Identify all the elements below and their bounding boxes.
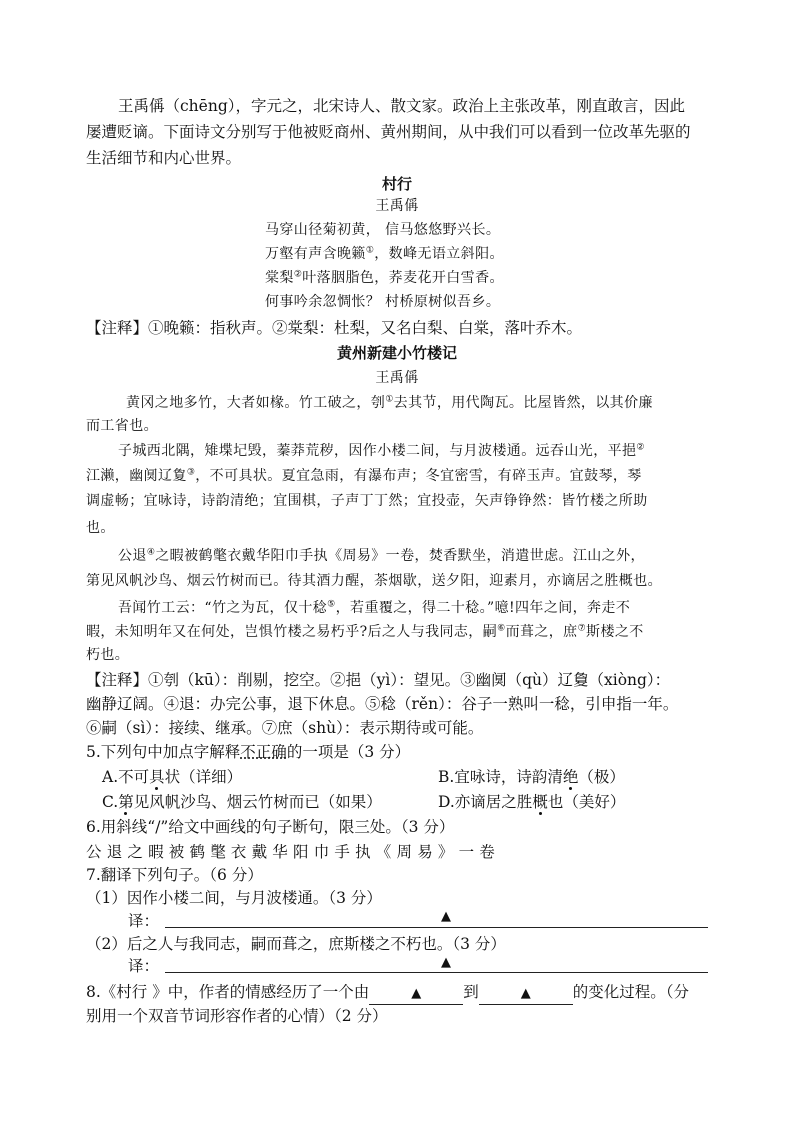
poem-line-3: 棠梨②叶落胭脂色，荞麦花开白雪香。 [265, 269, 504, 286]
q7-answer-1-mark: ▲ [441, 909, 451, 924]
essay-p4-line-1: 吾闻竹工云：“竹之为瓦，仅十稔⑤，若重覆之，得二十稔。”噫!四年之间，奔走不 [118, 599, 631, 616]
q8-line-2: 别用一个双音节词形容作者的心情）（2 分） [86, 1007, 388, 1025]
q8-blank-1[interactable]: ▲ [369, 982, 463, 1005]
intro-line-3: 生活细节和内心世界。 [86, 149, 242, 167]
essay-note-line-3: ⑥嗣（sì）：接续、继承。⑦庶（shù）：表示期待或可能。 [86, 719, 484, 737]
q7-sentence-1: （1）因作小楼二间，与月波楼通。（3 分） [86, 889, 382, 907]
essay-p1-line-2: 而工省也。 [86, 418, 158, 434]
q5-option-a: A.不可具状（详细） [102, 768, 243, 786]
essay-p3-line-1: 公退④之暇被鹤氅衣戴华阳巾手执《周易》一卷，焚香默坐，消遣世虑。江山之外， [118, 547, 645, 564]
q7-answer-2-label: 译： [128, 957, 160, 975]
poem-line-1: 马穿山径菊初黄， 信马悠悠野兴长。 [265, 222, 501, 238]
q7-sentence-2: （2）后之人与我同志，嗣而葺之，庶斯楼之不朽也。（3 分） [86, 935, 506, 953]
essay-author: 王禹偁 [375, 370, 419, 386]
essay-p1-line-1: 黄冈之地多竹，大者如椽。竹工破之，刳①去其节，用代陶瓦。比屋皆然，以其价廉 [126, 394, 653, 411]
essay-p2-line-2: 江濑，幽阒辽夐③，不可具状。夏宜急雨，有瀑布声；冬宜密雪，有碎玉声。宜鼓琴，琴 [86, 467, 642, 484]
essay-title: 黄州新建小竹楼记 [336, 344, 457, 362]
q8-blank-2[interactable]: ▲ [479, 982, 573, 1005]
intro-line-1: 王禹偁（chēng），字元之，北宋诗人、散文家。政治上主张改革，刚直敢言，因此 [118, 97, 685, 115]
q6-sentence: 公退之暇被鹤氅衣戴华阳巾手执《周易》一卷 [86, 843, 501, 861]
q7-answer-1-label: 译： [128, 912, 160, 930]
essay-p2-line-1: 子城西北隅，雉堞圮毁，蓁莽荒秽，因作小楼二间，与月波楼通。远吞山光，平挹② [118, 442, 645, 459]
q6-stem: 6.用斜线“/”给文中画线的句子断句，限三处。（3 分） [86, 818, 455, 836]
essay-p2-line-4: 也。 [86, 520, 115, 536]
essay-p3-line-2: 第见风帆沙鸟、烟云竹树而已。待其酒力醒，茶烟歇，送夕阳，迎素月，亦谪居之胜概也。 [86, 573, 662, 589]
poem-title: 村行 [381, 175, 412, 193]
poem-line-2: 万壑有声含晚籁①，数峰无语立斜阳。 [265, 245, 504, 262]
essay-p4-line-3: 朽也。 [86, 647, 130, 663]
q7-answer-2-line[interactable] [165, 972, 708, 973]
poem-author: 王禹偁 [375, 198, 419, 214]
essay-note-line-1: 【注释】①刳（kū）：削剔，挖空。②挹（yì）：望见。③幽阒（qù）辽敻（xiòng）： [86, 671, 671, 689]
q7-stem: 7.翻译下列句子。（6 分） [86, 866, 263, 884]
essay-p4-line-2: 暇，未知明年又在何处，岂惧竹楼之易朽乎?后之人与我同志，嗣⑥而葺之，庶⑦斯楼之不 [86, 623, 644, 640]
q7-answer-2-mark: ▲ [441, 955, 451, 970]
intro-line-2: 屡遭贬谪。下面诗文分别写于他被贬商州、黄州期间，从中我们可以看到一位改革先驱的 [86, 123, 691, 141]
q5-option-d: D.亦谪居之胜概也（美好） [438, 793, 626, 811]
poem-note: 【注释】①晚籁：指秋声。②棠梨：杜梨，又名白梨、白棠，落叶乔木。 [86, 319, 583, 337]
q8-line-1: 8.《村行 》中，作者的情感经历了一个由 ▲ 到 ▲ 的变化过程。（分 [86, 982, 689, 1005]
poem-line-4: 何事吟余忽惆怅？ 村桥原树似吾乡。 [265, 294, 501, 310]
essay-note-line-2: 幽静辽阔。④退：办完公事，退下休息。⑤稔（rěn）：谷子一熟叫一稔，引申指一年。 [86, 695, 679, 713]
q5-stem: 5.下列句中加点字解释不正确的一项是（3 分） [86, 743, 411, 761]
q5-option-b: B.宜咏诗，诗韵清绝（极） [438, 768, 625, 786]
q5-option-c: C.第见风帆沙鸟、烟云竹树而已（如果） [102, 793, 382, 811]
q7-answer-1-line[interactable] [165, 927, 708, 928]
essay-p2-line-3: 调虚畅；宜咏诗，诗韵清绝；宜围棋，子声丁丁然；宜投壶，矢声铮铮然：皆竹楼之所助 [86, 493, 648, 509]
